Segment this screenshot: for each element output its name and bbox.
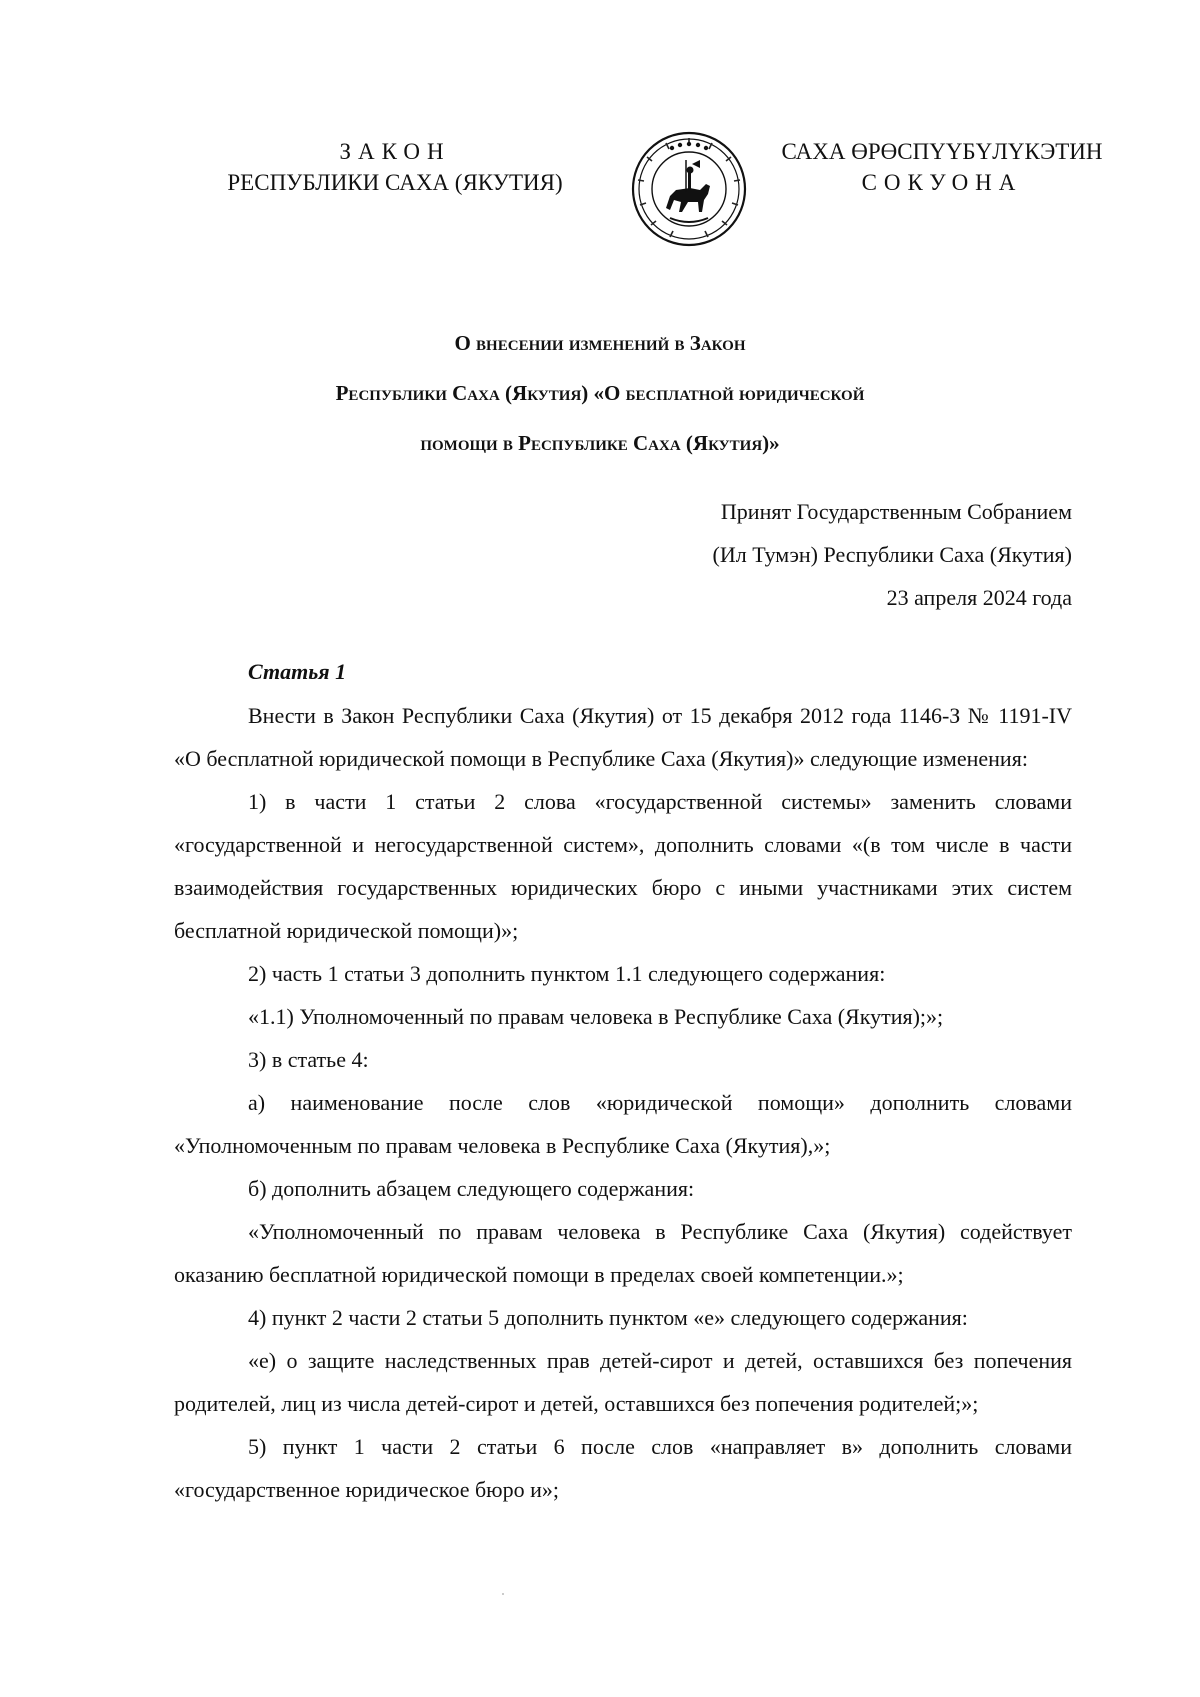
- law-label-sakha: СОКУОНА: [861, 170, 1023, 195]
- article-paragraph: а) наименование после слов «юридической помощи» дополнить словами «Уполномоченным по правам человека в Республике Саха (Якутия),»;: [174, 1090, 1072, 1158]
- republic-name-ru: РЕСПУБЛИКИ САХА (ЯКУТИЯ): [227, 170, 563, 195]
- article-heading: Статья 1: [248, 659, 347, 684]
- article-paragraph: 5) пункт 1 части 2 статьи 6 после слов «направляет в» дополнить словами «государственное юридическое бюро и»;: [174, 1434, 1072, 1502]
- article-paragraph: 3) в статье 4:: [248, 1047, 369, 1072]
- header-left-block: [205, 136, 585, 198]
- article-paragraph: Внести в Закон Республики Саха (Якутия) от 15 декабря 2012 года 1146-З № 1191-IV «О бесплатной юридической помощи в Республике Саха (Якутия)» следующие изменения:: [174, 703, 1072, 771]
- adoption-date: 23 апреля 2024 года: [886, 585, 1072, 610]
- article-paragraph: б) дополнить абзацем следующего содержания:: [248, 1176, 695, 1201]
- article-paragraph: 1) в части 1 статьи 2 слова «государственной системы» заменить словами «государственной и негосударственной систем», дополнить словами «(в том числе в части взаимодействия государственных юридических бюро с иными участниками этих систем бесплатной юридической помощи)»;: [174, 789, 1072, 943]
- title-line-2: Республики Саха (Якутия) «О бесплатной юридической: [335, 381, 865, 405]
- republic-name-sakha: САХА ӨРӨСПҮҮБҮЛҮКЭТИН: [781, 139, 1103, 164]
- title-line-3: помощи в Республике Саха (Якутия)»: [420, 431, 780, 455]
- article-paragraph: 2) часть 1 статьи 3 дополнить пунктом 1.1 следующего содержания:: [248, 961, 886, 986]
- law-label-ru: ЗАКОН: [339, 139, 451, 164]
- article-paragraph: «1.1) Уполномоченный по правам человека в Республике Саха (Якутия);»;: [248, 1004, 944, 1029]
- title-line-1: О внесении изменений в Закон: [454, 331, 746, 355]
- adoption-block: [713, 490, 1072, 619]
- article-paragraph: «Уполномоченный по правам человека в Республике Саха (Якутия) содействует оказанию бесплатной юридической помощи в пределах своей компетенции.»;: [174, 1219, 1072, 1287]
- adoption-line-1: Принят Государственным Собранием: [720, 499, 1072, 524]
- document-title: [200, 318, 1000, 468]
- article-paragraph: 4) пункт 2 части 2 статьи 5 дополнить пунктом «е» следующего содержания:: [248, 1305, 968, 1330]
- sakha-republic-emblem-icon: [630, 130, 748, 248]
- scan-speck: [502, 1593, 504, 1595]
- header-right-block: [752, 136, 1132, 198]
- adoption-line-2: (Ил Тумэн) Республики Саха (Якутия): [712, 542, 1072, 567]
- article-paragraph: «е) о защите наследственных прав детей-сирот и детей, оставшихся без попечения родителей, лиц из числа детей-сирот и детей, оставшихся без попечения родителей;»;: [174, 1348, 1072, 1416]
- article-body: [174, 694, 1072, 1511]
